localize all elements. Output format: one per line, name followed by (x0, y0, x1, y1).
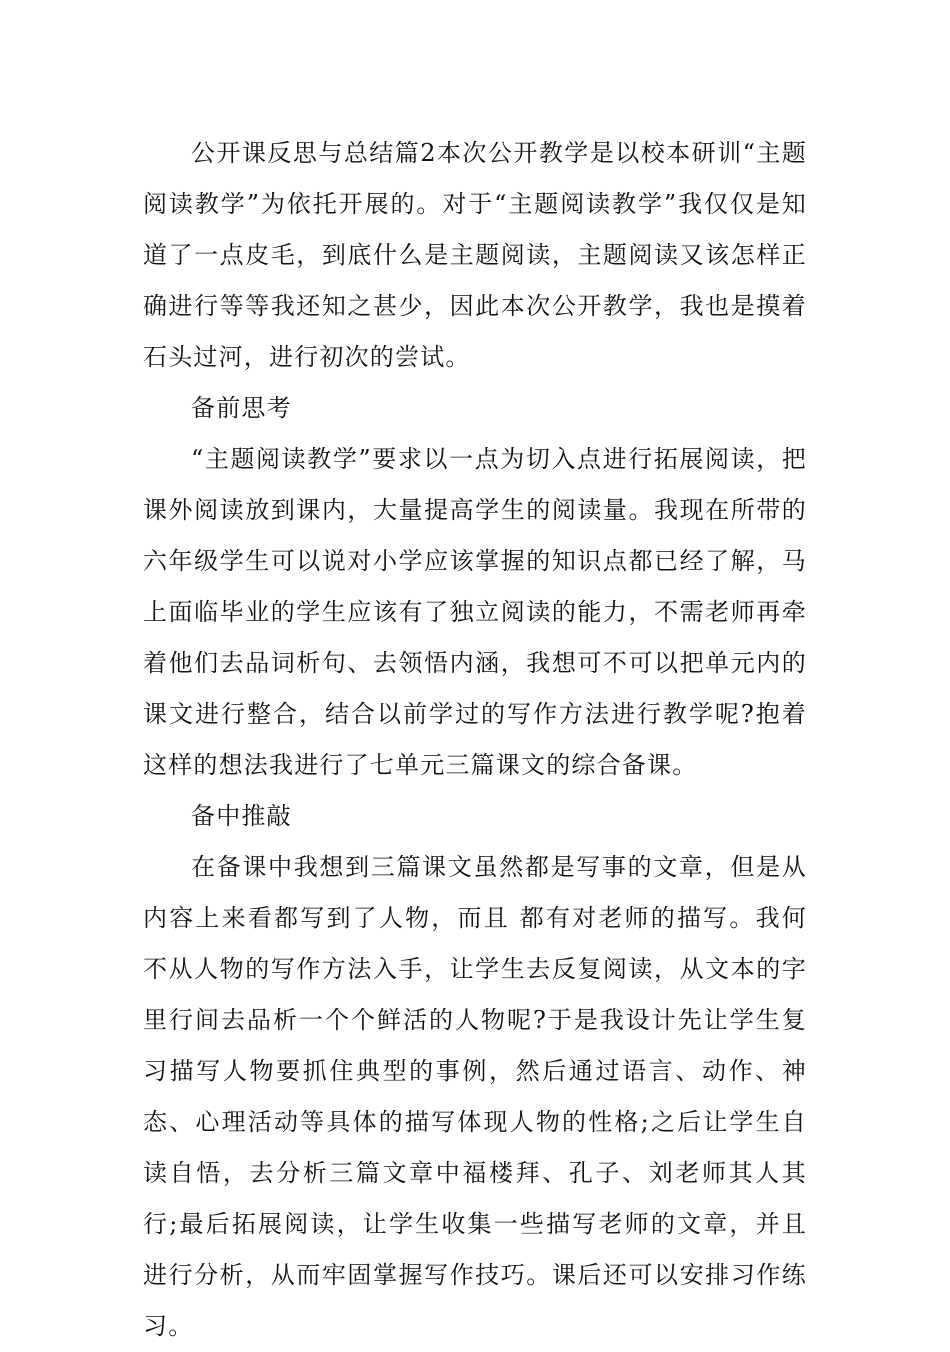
paragraph-pre-prep: “主题阅读教学”要求以一点为切入点进行拓展阅读，把课外阅读放到课内，大量提高学生的阅读量。我现在所带的六年级学生可以说对小学应该掌握的知识点都已经了解，马上面临毕业的学生应该有了独立阅读的能力，不需老师再牵着他们去品词析句、去领悟内涵，我想可不可以把单元内的课文进行整合，结合以前学过的写作方法进行教学呢?抱着这样的想法我进行了七单元三篇课文的综合备课。 (143, 445, 807, 779)
document-body (143, 128, 807, 1352)
section-heading-pre-prep: 备前思考 (191, 394, 292, 422)
paragraph-intro: 公开课反思与总结篇2本次公开教学是以校本研训“主题阅读教学”为依托开展的。对于“主题阅读教学”我仅仅是知道了一点皮毛，到底什么是主题阅读，主题阅读又该怎样正确进行等等我还知之甚少，因此本次公开教学，我也是摸着石头过河，进行初次的尝试。 (143, 139, 807, 371)
section-heading-in-prep: 备中推敲 (191, 802, 292, 830)
paragraph-in-prep: 在备课中我想到三篇课文虽然都是写事的文章，但是从内容上来看都写到了人物，而且 都有对老师的描写。我何不从人物的写作方法入手，让学生去反复阅读，从文本的字里行间去品析一个个鲜活的人物呢?于是我设计先让学生复习描写人物要抓住典型的事例，然后通过语言、动作、神态、心理活动等具体的描写体现人物的性格;之后让学生自读自悟，去分析三篇文章中福楼拜、孔子、刘老师其人其行;最后拓展阅读，让学生收集一些描写老师的文章，并且进行分析，从而牢固掌握写作技巧。课后还可以安排习作练习。 (143, 853, 807, 1340)
